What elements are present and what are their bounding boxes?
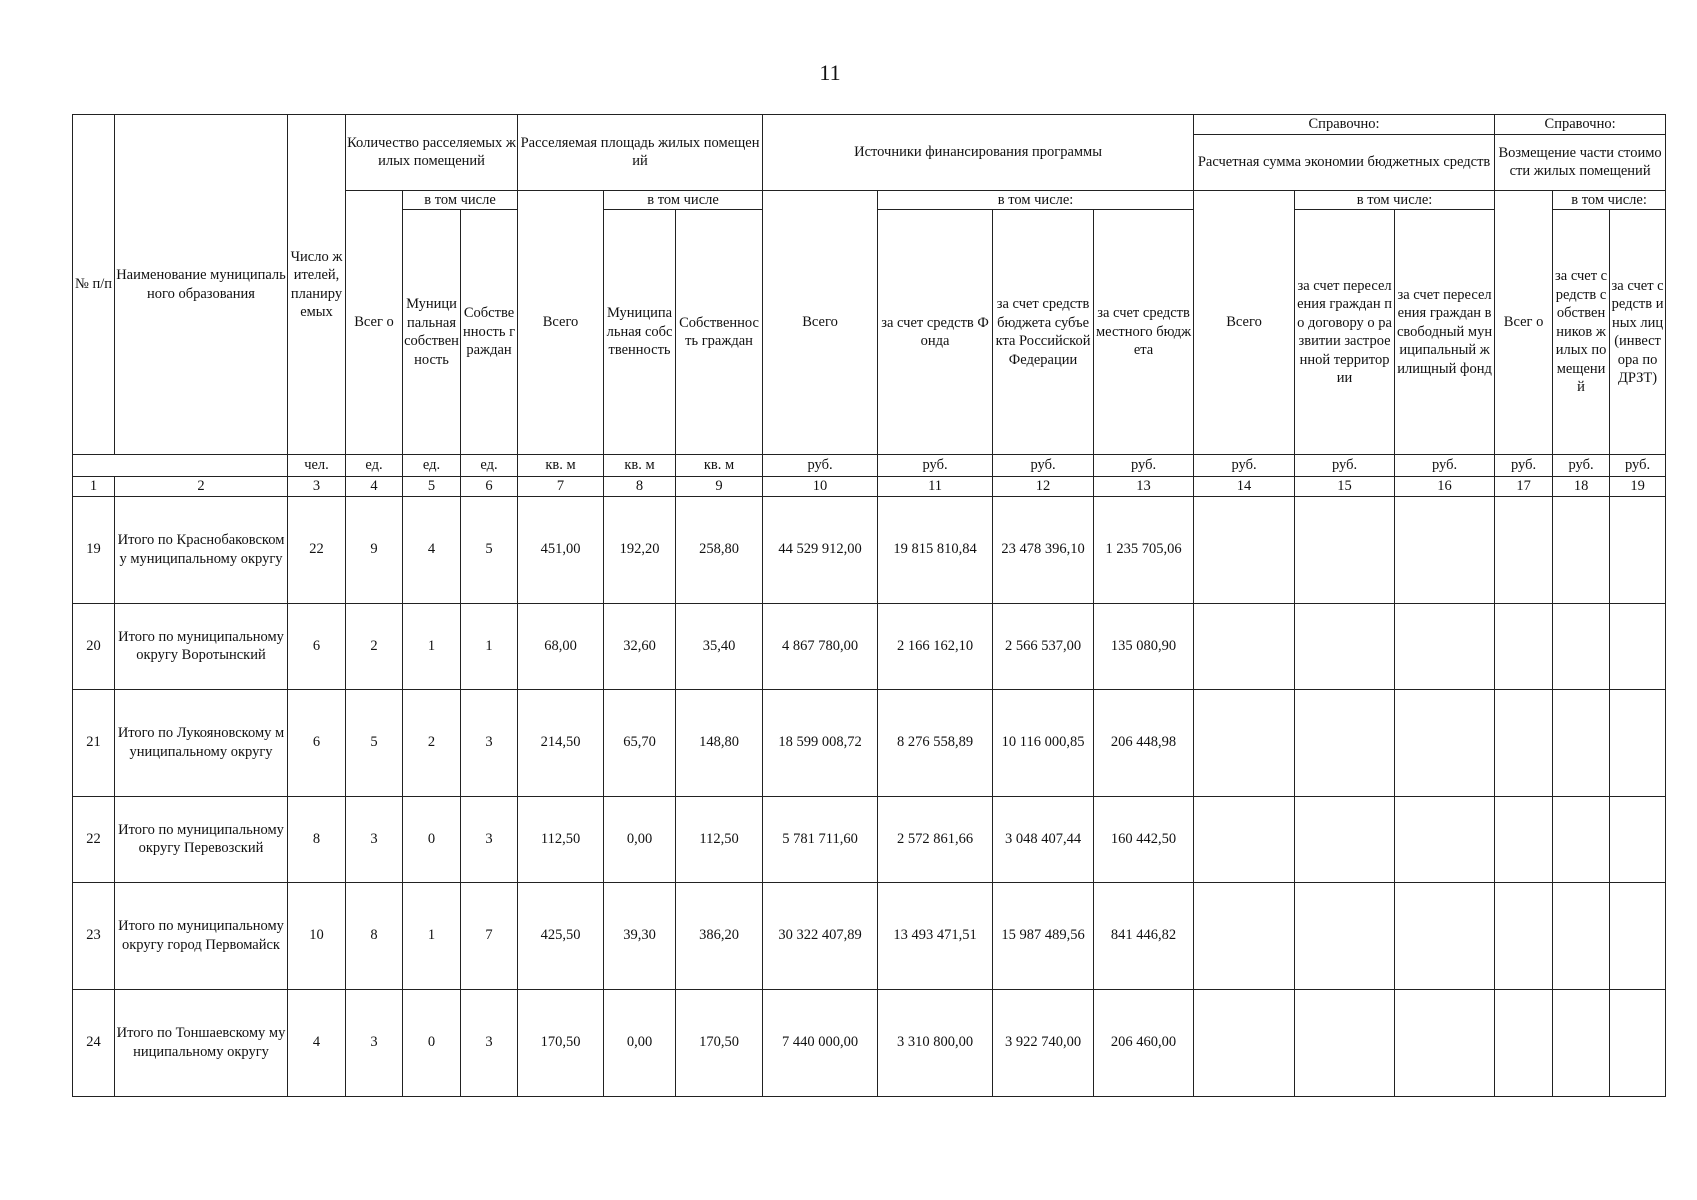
unit-cell: руб.: [1194, 455, 1295, 477]
empty-cell: [1553, 989, 1610, 1096]
column-number: 4: [346, 477, 403, 497]
empty-cell: [1194, 496, 1295, 603]
column-number: 6: [461, 477, 518, 497]
cell-area-municipal: 192,20: [604, 496, 676, 603]
column-number: 9: [676, 477, 763, 497]
header-finance-incl: в том числе:: [878, 190, 1194, 210]
cell-count-municipal: 4: [403, 496, 461, 603]
unit-cell: руб.: [763, 455, 878, 477]
empty-cell: [1553, 882, 1610, 989]
unit-cell: руб.: [1553, 455, 1610, 477]
empty-cell: [1553, 796, 1610, 882]
header-count-group: Количество расселяемых жилых помещений: [346, 115, 518, 191]
column-numbers-row: [73, 477, 1666, 497]
cell-area-total: 170,50: [518, 989, 604, 1096]
header-finance-group: Источники финансирования программы: [763, 115, 1194, 191]
cell-count-private: 3: [461, 689, 518, 796]
cell-count-total: 8: [346, 882, 403, 989]
empty-cell: [1495, 496, 1553, 603]
header-finance-fund: за счет средств Фонда: [878, 210, 993, 455]
cell-count-total: 3: [346, 796, 403, 882]
header-compensation-incl: в том числе:: [1553, 190, 1666, 210]
header-residents: Число жителей, планируемых: [288, 115, 346, 455]
cell-residents: 6: [288, 603, 346, 689]
cell-residents: 22: [288, 496, 346, 603]
cell-count-private: 7: [461, 882, 518, 989]
column-number: 8: [604, 477, 676, 497]
cell-count-municipal: 0: [403, 989, 461, 1096]
cell-name: Итого по Тоншаевскому муниципальному округу: [115, 989, 288, 1096]
cell-fin-local: 206 460,00: [1094, 989, 1194, 1096]
header-reference-2: Справочно:: [1495, 115, 1666, 135]
cell-fin-local: 841 446,82: [1094, 882, 1194, 989]
empty-cell: [1194, 603, 1295, 689]
cell-fin-local: 206 448,98: [1094, 689, 1194, 796]
empty-cell: [1610, 882, 1666, 989]
cell-fin-total: 5 781 711,60: [763, 796, 878, 882]
cell-count-municipal: 1: [403, 882, 461, 989]
header-name: Наименование муниципального образования: [115, 115, 288, 455]
unit-cell: руб.: [1395, 455, 1495, 477]
header-area-total: Всего: [518, 190, 604, 455]
empty-cell: [1395, 989, 1495, 1096]
empty-cell: [1194, 689, 1295, 796]
cell-area-total: 451,00: [518, 496, 604, 603]
units-blank: [73, 455, 288, 477]
cell-residents: 6: [288, 689, 346, 796]
units-row: [73, 455, 1666, 477]
empty-cell: [1194, 989, 1295, 1096]
column-number: 2: [115, 477, 288, 497]
empty-cell: [1553, 496, 1610, 603]
cell-no: 21: [73, 689, 115, 796]
cell-fin-subject: 10 116 000,85: [993, 689, 1094, 796]
header-savings-total: Всего: [1194, 190, 1295, 455]
column-number: 3: [288, 477, 346, 497]
cell-area-total: 214,50: [518, 689, 604, 796]
header-area-private: Собственность граждан: [676, 210, 763, 455]
cell-name: Итого по муниципальному округу город Первомайск: [115, 882, 288, 989]
empty-cell: [1295, 989, 1395, 1096]
cell-residents: 4: [288, 989, 346, 1096]
table-row: [73, 882, 1666, 989]
cell-fin-fund: 8 276 558,89: [878, 689, 993, 796]
cell-name: Итого по муниципальному округу Перевозский: [115, 796, 288, 882]
cell-fin-local: 135 080,90: [1094, 603, 1194, 689]
cell-fin-fund: 19 815 810,84: [878, 496, 993, 603]
unit-cell: ед.: [461, 455, 518, 477]
empty-cell: [1610, 603, 1666, 689]
cell-count-private: 1: [461, 603, 518, 689]
empty-cell: [1495, 603, 1553, 689]
cell-fin-subject: 3 048 407,44: [993, 796, 1094, 882]
cell-fin-subject: 3 922 740,00: [993, 989, 1094, 1096]
header-area-incl: в том числе: [604, 190, 763, 210]
cell-area-private: 170,50: [676, 989, 763, 1096]
cell-count-municipal: 2: [403, 689, 461, 796]
empty-cell: [1395, 603, 1495, 689]
empty-cell: [1610, 989, 1666, 1096]
header-finance-local: за счет средств местного бюджета: [1094, 210, 1194, 455]
cell-count-total: 3: [346, 989, 403, 1096]
cell-fin-total: 18 599 008,72: [763, 689, 878, 796]
cell-area-municipal: 32,60: [604, 603, 676, 689]
cell-fin-subject: 2 566 537,00: [993, 603, 1094, 689]
cell-fin-total: 30 322 407,89: [763, 882, 878, 989]
header-finance-total: Всего: [763, 190, 878, 455]
header-no: № п/п: [73, 115, 115, 455]
header-count-municipal: Муниципальная собственность: [403, 210, 461, 455]
cell-fin-total: 7 440 000,00: [763, 989, 878, 1096]
empty-cell: [1395, 689, 1495, 796]
header-count-incl: в том числе: [403, 190, 518, 210]
unit-cell: кв. м: [518, 455, 604, 477]
cell-no: 24: [73, 989, 115, 1096]
column-number: 14: [1194, 477, 1295, 497]
cell-count-total: 5: [346, 689, 403, 796]
column-number: 7: [518, 477, 604, 497]
cell-area-municipal: 65,70: [604, 689, 676, 796]
unit-cell: кв. м: [676, 455, 763, 477]
column-number: 10: [763, 477, 878, 497]
empty-cell: [1610, 689, 1666, 796]
header-finance-subject: за счет средств бюджета субъекта Российской Федерации: [993, 210, 1094, 455]
unit-cell: руб.: [1094, 455, 1194, 477]
empty-cell: [1395, 882, 1495, 989]
cell-area-total: 68,00: [518, 603, 604, 689]
table-row: [73, 603, 1666, 689]
table-row: [73, 496, 1666, 603]
header-savings-group: Расчетная сумма экономии бюджетных средств: [1194, 134, 1495, 190]
header-reference-1: Справочно:: [1194, 115, 1495, 135]
cell-fin-local: 1 235 705,06: [1094, 496, 1194, 603]
empty-cell: [1495, 689, 1553, 796]
cell-fin-fund: 2 572 861,66: [878, 796, 993, 882]
unit-cell: ед.: [346, 455, 403, 477]
header-area-group: Расселяемая площадь жилых помещений: [518, 115, 763, 191]
unit-cell: руб.: [878, 455, 993, 477]
cell-count-private: 3: [461, 989, 518, 1096]
unit-cell: руб.: [1295, 455, 1395, 477]
cell-area-private: 35,40: [676, 603, 763, 689]
header-compensation-total: Всег о: [1495, 190, 1553, 455]
empty-cell: [1194, 796, 1295, 882]
cell-area-municipal: 39,30: [604, 882, 676, 989]
cell-area-private: 386,20: [676, 882, 763, 989]
cell-name: Итого по муниципальному округу Воротынский: [115, 603, 288, 689]
cell-count-private: 5: [461, 496, 518, 603]
cell-area-municipal: 0,00: [604, 989, 676, 1096]
cell-count-total: 9: [346, 496, 403, 603]
column-number: 1: [73, 477, 115, 497]
column-number: 13: [1094, 477, 1194, 497]
unit-cell: руб.: [1495, 455, 1553, 477]
empty-cell: [1495, 882, 1553, 989]
empty-cell: [1495, 989, 1553, 1096]
empty-cell: [1610, 496, 1666, 603]
cell-area-private: 112,50: [676, 796, 763, 882]
unit-cell: кв. м: [604, 455, 676, 477]
cell-fin-total: 44 529 912,00: [763, 496, 878, 603]
header-savings-contract: за счет переселения граждан по договору о развитии застроенной территории: [1295, 210, 1395, 455]
cell-fin-local: 160 442,50: [1094, 796, 1194, 882]
table-row: [73, 796, 1666, 882]
empty-cell: [1295, 796, 1395, 882]
cell-no: 19: [73, 496, 115, 603]
column-number: 12: [993, 477, 1094, 497]
cell-count-municipal: 0: [403, 796, 461, 882]
header-compensation-others: за счет средств иных лиц (инвестора по ДРЗТ): [1610, 210, 1666, 455]
empty-cell: [1395, 796, 1495, 882]
table-row: [73, 689, 1666, 796]
unit-cell: чел.: [288, 455, 346, 477]
unit-cell: руб.: [1610, 455, 1666, 477]
column-number: 19: [1610, 477, 1666, 497]
header-count-private: Собственность граждан: [461, 210, 518, 455]
empty-cell: [1610, 796, 1666, 882]
header-savings-free: за счет переселения граждан в свободный муниципальный жилищный фонд: [1395, 210, 1495, 455]
cell-no: 20: [73, 603, 115, 689]
cell-count-total: 2: [346, 603, 403, 689]
cell-fin-fund: 3 310 800,00: [878, 989, 993, 1096]
column-number: 18: [1553, 477, 1610, 497]
program-table: [72, 114, 1666, 1097]
column-number: 17: [1495, 477, 1553, 497]
cell-fin-fund: 2 166 162,10: [878, 603, 993, 689]
cell-area-total: 425,50: [518, 882, 604, 989]
cell-residents: 8: [288, 796, 346, 882]
cell-name: Итого по Лукояновскому муниципальному округу: [115, 689, 288, 796]
column-number: 16: [1395, 477, 1495, 497]
table-row: [73, 989, 1666, 1096]
cell-no: 23: [73, 882, 115, 989]
empty-cell: [1553, 689, 1610, 796]
cell-residents: 10: [288, 882, 346, 989]
column-number: 5: [403, 477, 461, 497]
empty-cell: [1495, 796, 1553, 882]
cell-area-private: 148,80: [676, 689, 763, 796]
header-savings-incl: в том числе:: [1295, 190, 1495, 210]
empty-cell: [1194, 882, 1295, 989]
header-area-municipal: Муниципальная собственность: [604, 210, 676, 455]
cell-count-municipal: 1: [403, 603, 461, 689]
cell-fin-subject: 15 987 489,56: [993, 882, 1094, 989]
column-number: 15: [1295, 477, 1395, 497]
empty-cell: [1295, 496, 1395, 603]
cell-area-municipal: 0,00: [604, 796, 676, 882]
empty-cell: [1295, 882, 1395, 989]
header-count-total: Всег о: [346, 190, 403, 455]
header-compensation-group: Возмещение части стоимости жилых помещений: [1495, 134, 1666, 190]
cell-count-private: 3: [461, 796, 518, 882]
column-number: 11: [878, 477, 993, 497]
cell-area-private: 258,80: [676, 496, 763, 603]
header-compensation-owners: за счет средств собственников жилых помещений: [1553, 210, 1610, 455]
unit-cell: ед.: [403, 455, 461, 477]
cell-name: Итого по Краснобаковскому муниципальному округу: [115, 496, 288, 603]
cell-fin-fund: 13 493 471,51: [878, 882, 993, 989]
empty-cell: [1295, 603, 1395, 689]
empty-cell: [1553, 603, 1610, 689]
unit-cell: руб.: [993, 455, 1094, 477]
empty-cell: [1395, 496, 1495, 603]
cell-no: 22: [73, 796, 115, 882]
cell-fin-subject: 23 478 396,10: [993, 496, 1094, 603]
page-number: 11: [819, 60, 841, 85]
cell-fin-total: 4 867 780,00: [763, 603, 878, 689]
cell-area-total: 112,50: [518, 796, 604, 882]
empty-cell: [1295, 689, 1395, 796]
